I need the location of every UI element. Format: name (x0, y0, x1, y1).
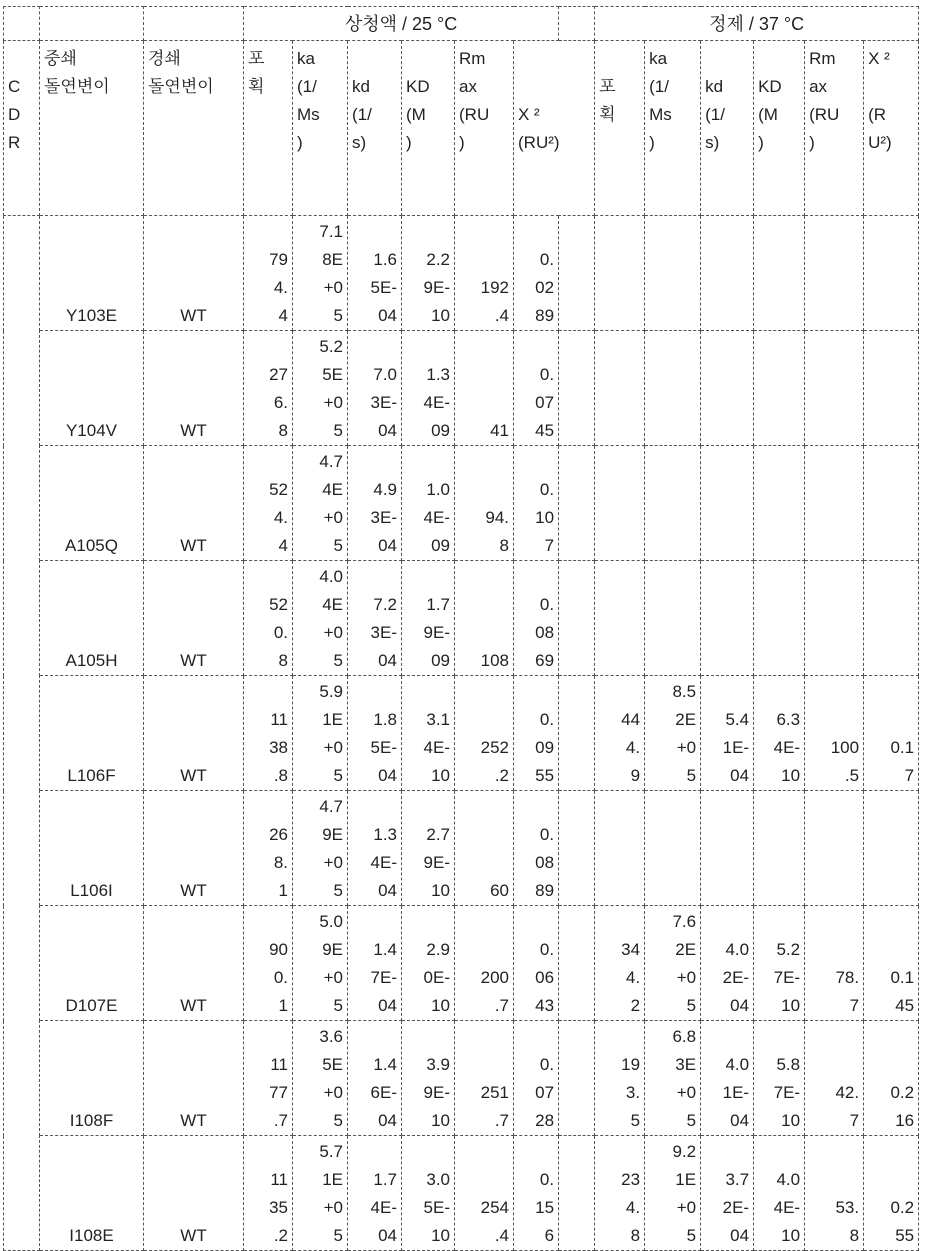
sup-chi2: 0. 07 28 (514, 1021, 559, 1136)
sup-kd: 1.4 6E- 04 (348, 1021, 402, 1136)
pur-capture (595, 446, 645, 561)
sup-kd: 1.4 7E- 04 (348, 906, 402, 1021)
pur-KD (754, 446, 805, 561)
sup-kd: 1.6 5E- 04 (348, 216, 402, 331)
spacer-cell (559, 906, 595, 1021)
sup-rmax: 251 .7 (455, 1021, 514, 1136)
column-header-row (4, 41, 919, 216)
heavy-chain-mutation: I108F (40, 1021, 144, 1136)
sup-capture: 11 77 .7 (244, 1021, 293, 1136)
sup-chi2: 0. 02 89 (514, 216, 559, 331)
sup-KD: 2.7 9E- 10 (402, 791, 455, 906)
light-chain-mutation: WT (144, 331, 244, 446)
sup-kd: 7.2 3E- 04 (348, 561, 402, 676)
sup-kd: 1.8 5E- 04 (348, 676, 402, 791)
sup-capture: 52 0. 8 (244, 561, 293, 676)
empty-cell (559, 7, 595, 41)
empty-cell (144, 7, 244, 41)
sup-KD: 1.0 4E- 09 (402, 446, 455, 561)
spacer-cell (559, 1021, 595, 1136)
pur-ka: 8.5 2E +0 5 (645, 676, 701, 791)
sup-ka: 5.0 9E +0 5 (293, 906, 348, 1021)
spacer-cell (559, 791, 595, 906)
pur-KD (754, 561, 805, 676)
sup-chi2: 0. 08 69 (514, 561, 559, 676)
group-supernatant-25c: 상청액 / 25 °C (244, 7, 559, 41)
header-pur-ka: ka (1/ Ms ) (645, 41, 701, 216)
header-sup-chi2: X ² (RU²) (514, 41, 595, 216)
table-row (4, 446, 919, 561)
pur-ka (645, 446, 701, 561)
pur-chi2: 0.2 16 (864, 1021, 919, 1136)
sup-chi2: 0. 15 6 (514, 1136, 559, 1251)
pur-KD: 5.2 7E- 10 (754, 906, 805, 1021)
sup-rmax: 192 .4 (455, 216, 514, 331)
sup-rmax: 94. 8 (455, 446, 514, 561)
pur-chi2 (864, 791, 919, 906)
heavy-chain-mutation: I108E (40, 1136, 144, 1251)
pur-chi2: 0.1 7 (864, 676, 919, 791)
pur-capture (595, 561, 645, 676)
sup-capture: 90 0. 1 (244, 906, 293, 1021)
pur-ka (645, 561, 701, 676)
sup-capture: 27 6. 8 (244, 331, 293, 446)
pur-rmax (805, 561, 864, 676)
pur-KD: 5.8 7E- 10 (754, 1021, 805, 1136)
pur-kd (701, 446, 754, 561)
pur-kd (701, 791, 754, 906)
sup-capture: 11 38 .8 (244, 676, 293, 791)
pur-kd (701, 561, 754, 676)
sup-KD: 2.2 9E- 10 (402, 216, 455, 331)
header-sup-kd: kd (1/ s) (348, 41, 402, 216)
pur-chi2: 0.1 45 (864, 906, 919, 1021)
heavy-chain-mutation: A105H (40, 561, 144, 676)
sup-ka: 5.9 1E +0 5 (293, 676, 348, 791)
group-purified-37c: 정제 / 37 °C (595, 7, 919, 41)
header-cdr: C D R (4, 41, 40, 216)
empty-cell (40, 7, 144, 41)
pur-rmax: 100 .5 (805, 676, 864, 791)
spacer-cell (559, 1136, 595, 1251)
light-chain-mutation: WT (144, 1021, 244, 1136)
pur-ka: 6.8 3E +0 5 (645, 1021, 701, 1136)
pur-chi2 (864, 331, 919, 446)
pur-chi2: 0.2 55 (864, 1136, 919, 1251)
table-row (4, 906, 919, 1021)
pur-chi2 (864, 561, 919, 676)
sup-capture: 26 8. 1 (244, 791, 293, 906)
header-sup-capture: 포 획 (244, 41, 293, 216)
header-pur-rmax: Rm ax (RU ) (805, 41, 864, 216)
light-chain-mutation: WT (144, 906, 244, 1021)
pur-capture (595, 331, 645, 446)
header-sup-rmax: Rm ax (RU ) (455, 41, 514, 216)
pur-kd: 4.0 1E- 04 (701, 1021, 754, 1136)
pur-capture: 34 4. 2 (595, 906, 645, 1021)
spacer-cell (559, 216, 595, 331)
sup-rmax: 41 (455, 331, 514, 446)
header-pur-KD: KD (M ) (754, 41, 805, 216)
sup-rmax: 252 .2 (455, 676, 514, 791)
pur-kd (701, 216, 754, 331)
pur-capture (595, 791, 645, 906)
pur-rmax (805, 216, 864, 331)
pur-kd: 5.4 1E- 04 (701, 676, 754, 791)
sup-KD: 3.1 4E- 10 (402, 676, 455, 791)
sup-capture: 79 4. 4 (244, 216, 293, 331)
spacer-cell (559, 676, 595, 791)
table-row (4, 1136, 919, 1251)
sup-rmax: 108 (455, 561, 514, 676)
pur-KD (754, 216, 805, 331)
sup-ka: 7.1 8E +0 5 (293, 216, 348, 331)
spacer-cell (559, 446, 595, 561)
header-pur-chi2: X ² (R U²) (864, 41, 919, 216)
sup-kd: 1.7 4E- 04 (348, 1136, 402, 1251)
sup-capture: 11 35 .2 (244, 1136, 293, 1251)
pur-chi2 (864, 446, 919, 561)
table-row (4, 216, 919, 331)
sup-chi2: 0. 07 45 (514, 331, 559, 446)
pur-kd (701, 331, 754, 446)
header-sup-ka: ka (1/ Ms ) (293, 41, 348, 216)
sup-chi2: 0. 06 43 (514, 906, 559, 1021)
empty-cell (4, 7, 40, 41)
light-chain-mutation: WT (144, 446, 244, 561)
header-heavy-chain-mutation: 중쇄 돌연변이 (40, 41, 144, 216)
pur-KD: 6.3 4E- 10 (754, 676, 805, 791)
pur-chi2 (864, 216, 919, 331)
heavy-chain-mutation: Y104V (40, 331, 144, 446)
header-light-chain-mutation: 경쇄 돌연변이 (144, 41, 244, 216)
table-row (4, 1021, 919, 1136)
table-row (4, 791, 919, 906)
spacer-cell (559, 331, 595, 446)
sup-KD: 3.0 5E- 10 (402, 1136, 455, 1251)
binding-kinetics-table (3, 6, 919, 1251)
cdr-cell (4, 216, 40, 1251)
pur-kd: 4.0 2E- 04 (701, 906, 754, 1021)
pur-KD (754, 791, 805, 906)
pur-ka (645, 331, 701, 446)
sup-capture: 52 4. 4 (244, 446, 293, 561)
pur-capture: 19 3. 5 (595, 1021, 645, 1136)
pur-rmax (805, 446, 864, 561)
sup-ka: 4.7 4E +0 5 (293, 446, 348, 561)
sup-kd: 7.0 3E- 04 (348, 331, 402, 446)
group-header-row (4, 7, 919, 41)
light-chain-mutation: WT (144, 1136, 244, 1251)
sup-ka: 4.7 9E +0 5 (293, 791, 348, 906)
pur-KD (754, 331, 805, 446)
pur-rmax (805, 331, 864, 446)
pur-ka: 9.2 1E +0 5 (645, 1136, 701, 1251)
sup-rmax: 254 .4 (455, 1136, 514, 1251)
pur-KD: 4.0 4E- 10 (754, 1136, 805, 1251)
sup-ka: 5.2 5E +0 5 (293, 331, 348, 446)
light-chain-mutation: WT (144, 791, 244, 906)
pur-ka (645, 216, 701, 331)
pur-kd: 3.7 2E- 04 (701, 1136, 754, 1251)
sup-KD: 3.9 9E- 10 (402, 1021, 455, 1136)
heavy-chain-mutation: Y103E (40, 216, 144, 331)
heavy-chain-mutation: L106I (40, 791, 144, 906)
sup-chi2: 0. 09 55 (514, 676, 559, 791)
pur-rmax (805, 791, 864, 906)
header-pur-capture: 포 획 (595, 41, 645, 216)
heavy-chain-mutation: L106F (40, 676, 144, 791)
spacer-cell (559, 561, 595, 676)
heavy-chain-mutation: A105Q (40, 446, 144, 561)
sup-kd: 1.3 4E- 04 (348, 791, 402, 906)
sup-KD: 2.9 0E- 10 (402, 906, 455, 1021)
table-row (4, 676, 919, 791)
sup-ka: 4.0 4E +0 5 (293, 561, 348, 676)
heavy-chain-mutation: D107E (40, 906, 144, 1021)
sup-chi2: 0. 08 89 (514, 791, 559, 906)
light-chain-mutation: WT (144, 676, 244, 791)
pur-ka (645, 791, 701, 906)
pur-ka: 7.6 2E +0 5 (645, 906, 701, 1021)
table-row (4, 331, 919, 446)
sup-KD: 1.3 4E- 09 (402, 331, 455, 446)
header-pur-kd: kd (1/ s) (701, 41, 754, 216)
sup-KD: 1.7 9E- 09 (402, 561, 455, 676)
sup-ka: 5.7 1E +0 5 (293, 1136, 348, 1251)
pur-rmax: 78. 7 (805, 906, 864, 1021)
pur-capture (595, 216, 645, 331)
pur-capture: 23 4. 8 (595, 1136, 645, 1251)
pur-capture: 44 4. 9 (595, 676, 645, 791)
header-sup-KD: KD (M ) (402, 41, 455, 216)
pur-rmax: 42. 7 (805, 1021, 864, 1136)
sup-chi2: 0. 10 7 (514, 446, 559, 561)
sup-rmax: 200 .7 (455, 906, 514, 1021)
pur-rmax: 53. 8 (805, 1136, 864, 1251)
sup-rmax: 60 (455, 791, 514, 906)
sup-ka: 3.6 5E +0 5 (293, 1021, 348, 1136)
table-row (4, 561, 919, 676)
light-chain-mutation: WT (144, 561, 244, 676)
sup-kd: 4.9 3E- 04 (348, 446, 402, 561)
light-chain-mutation: WT (144, 216, 244, 331)
